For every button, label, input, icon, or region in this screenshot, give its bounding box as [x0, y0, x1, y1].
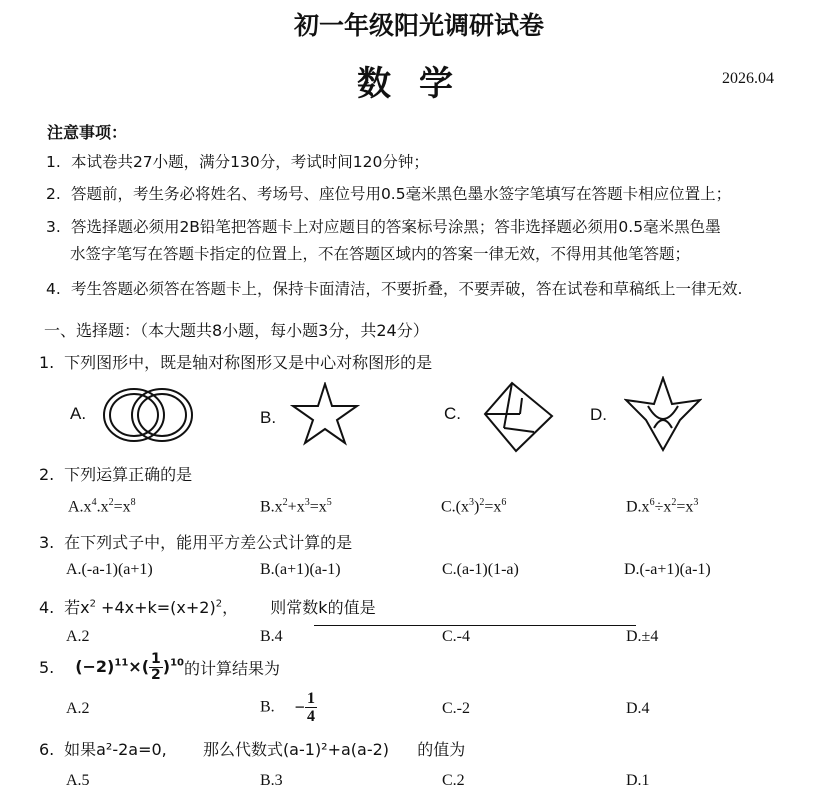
- question-text: 的计算结果为: [183, 659, 280, 678]
- notice-text: 本试卷共27小题，满分130分，考试时间120分钟；: [70, 153, 429, 171]
- q6-option-c[interactable]: C.2: [442, 772, 465, 789]
- notice-text: 考生答题必须答在答题卡上，保持卡面清洁，不要折叠，不要弄破，答在试卷和草稿纸上一律无效.: [70, 280, 743, 298]
- q5-option-a[interactable]: A.2: [66, 700, 90, 717]
- question-num: 3.: [39, 533, 55, 552]
- q5-close: ): [162, 657, 171, 676]
- question-6: [39, 737, 465, 760]
- notice-num: 3.: [46, 218, 61, 236]
- question-text-c: 的值为: [417, 740, 466, 759]
- question-text-tail: 则常数k的值是: [270, 598, 376, 617]
- section-heading: 一、选择题：（本大题共8小题，每小题3分，共24分）: [44, 321, 429, 340]
- notice-text: 答选择题必须用2B铅笔把答题卡上对应题目的答案标号涂黑；答非选择题必须用0.5毫米黑色墨: [70, 218, 721, 236]
- question-text: 下列运算正确的是: [64, 465, 193, 484]
- q1-option-a-label[interactable]: A.: [70, 404, 87, 423]
- q1-option-b-label[interactable]: B.: [260, 408, 277, 427]
- q5-optb-num: 1: [306, 690, 315, 707]
- question-4: 4. 若$x^2 +4x+k=(x+2)^2$， 则常数k的值是: [39, 598, 376, 617]
- stray-rule-line: [314, 625, 636, 626]
- q5-frac-num: 1: [151, 651, 161, 667]
- q5-option-d[interactable]: D.4: [626, 700, 650, 717]
- q4-option-d[interactable]: D.±4: [626, 628, 659, 645]
- q4-option-a[interactable]: A.2: [66, 628, 90, 645]
- q3-option-b[interactable]: B.(a+1)(a-1): [260, 561, 341, 578]
- question-text-pre: 若x: [64, 598, 90, 617]
- q6-option-a[interactable]: A.5: [66, 772, 90, 789]
- q5-option-b-sign: −: [294, 697, 305, 717]
- q2-option-c[interactable]: $C.(x^3)^2=x^6$: [441, 497, 507, 516]
- q5-expression: [75, 651, 184, 683]
- q5-base: (−2): [75, 657, 115, 676]
- question-text-mid: +4x+k=(x+2): [95, 598, 216, 617]
- question-num: 4.: [39, 598, 55, 617]
- question-num: 6.: [39, 740, 55, 759]
- q1-figure-kite: [482, 380, 554, 454]
- q5-fraction: [149, 652, 163, 683]
- q5-exp2: 10: [170, 657, 184, 669]
- q1-figure-rings: [100, 385, 196, 445]
- question-3: [39, 530, 352, 553]
- question-text: 下列图形中，既是轴对称图形又是中心对称图形的是: [64, 353, 433, 372]
- notice-num: 4.: [46, 280, 61, 298]
- q5-option-c[interactable]: C.-2: [442, 700, 470, 717]
- notice-item-4: [46, 277, 742, 299]
- q1-option-d-label[interactable]: D.: [590, 405, 607, 424]
- q4-option-b[interactable]: B.4: [260, 628, 283, 645]
- q1-option-c-label[interactable]: C.: [444, 404, 461, 423]
- question-5: [39, 652, 280, 683]
- notice-item-3-cont: 水签字笔写在答题卡指定的位置上，不在答题区域内的答案一律无效，不得用其他笔答题；: [70, 245, 691, 263]
- question-text-post: ，: [222, 598, 239, 617]
- q1-figure-flower: [624, 376, 702, 452]
- exam-date: 2026.04: [722, 70, 774, 87]
- question-text: 在下列式子中，能用平方差公式计算的是: [64, 533, 353, 552]
- q3-option-d[interactable]: D.(-a+1)(a-1): [624, 561, 711, 578]
- question-2: [39, 462, 192, 485]
- q5-optb-den: 4: [306, 708, 315, 725]
- question-text-a: 如果a²-2a=0,: [64, 740, 167, 759]
- notice-text: 答题前，考生务必将姓名、考场号、座位号用0.5毫米黑色墨水签字笔填写在答题卡相应位置上；: [70, 185, 732, 203]
- q5-times: ×(: [128, 657, 149, 676]
- q2-option-b[interactable]: $B.x^2+x^3=x^5$: [260, 497, 332, 516]
- q2-option-d[interactable]: $D.x^6\div x^2=x^3$: [626, 497, 699, 516]
- notice-item-2: [46, 182, 731, 204]
- q5-option-b-fraction: [305, 690, 317, 725]
- notice-heading: 注意事项：: [47, 123, 128, 142]
- q2-option-a[interactable]: $A.x^4.x^2=x^8$: [68, 497, 136, 516]
- q4-option-c[interactable]: C.-4: [442, 628, 470, 645]
- q6-option-d[interactable]: D.1: [626, 772, 650, 789]
- q5-exp1: 11: [114, 657, 129, 669]
- q5-option-b-label: B.: [260, 698, 275, 716]
- q3-option-a[interactable]: A.(-a-1)(a+1): [66, 561, 153, 578]
- question-num: 5.: [39, 658, 55, 677]
- subject-title: 数学: [357, 64, 481, 104]
- question-1: [39, 350, 432, 373]
- question-num: 1.: [39, 353, 55, 372]
- exam-title: 初一年级阳光调研试卷: [293, 11, 544, 40]
- question-text-b: 那么代数式(a-1)²+a(a-2): [202, 740, 390, 759]
- q3-option-c[interactable]: C.(a-1)(1-a): [442, 561, 519, 578]
- notice-item-3: [46, 215, 721, 237]
- notice-num: 2.: [46, 185, 61, 203]
- question-num: 2.: [39, 465, 55, 484]
- notice-item-1: [46, 150, 429, 172]
- q5-frac-den: 2: [151, 667, 161, 683]
- q6-option-b[interactable]: B.3: [260, 772, 283, 789]
- q1-figure-star: [290, 382, 360, 446]
- q5-option-b[interactable]: [260, 690, 317, 725]
- notice-num: 1.: [46, 153, 61, 171]
